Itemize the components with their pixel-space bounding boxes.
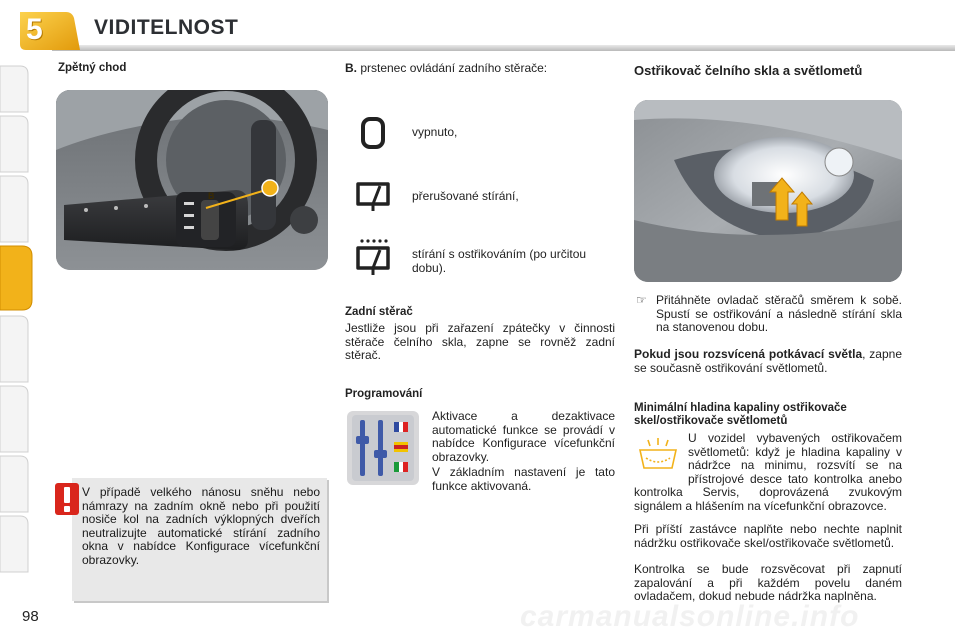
- intro: [345, 62, 547, 76]
- watermark: carmanualsonline.info: [520, 600, 860, 633]
- bullet-text: Přitáhněte ovladač stěračů směrem k sobě. Spustí se ostřikování a následně stírání skla na stanovenou dobu.: [656, 293, 902, 335]
- washer-heading: Ostřikovač čelního skla a světlometů: [634, 63, 863, 78]
- refill-text: Při příští zastávce naplňte nebo nechte naplnit nádržku ostřikovače skel/ostřikovače světlometů.: [634, 522, 902, 550]
- chapter-title: VIDITELNOST: [94, 16, 239, 39]
- low-beam-lead: Pokud jsou rozsvícená potkávací světla: [634, 347, 863, 361]
- min-level-heading: Minimální hladina kapaliny ostřikovače skel/ostřikovače světlometů: [634, 402, 847, 427]
- left-heading: Zpětný chod: [58, 62, 127, 74]
- multifunction-screen-icon: [346, 410, 420, 486]
- option-intermittent-text: přerušované stírání,: [412, 189, 519, 203]
- option-wash-text: stírání s ostřikováním (po určitou dobu).: [412, 247, 587, 275]
- low-beam-note: [634, 348, 902, 375]
- intro-label: B.: [345, 61, 357, 75]
- side-tabs: [0, 60, 34, 580]
- page-number: 98: [22, 608, 39, 625]
- headlamp-photo: [634, 100, 902, 282]
- steering-stalk-photo: [56, 90, 328, 270]
- bullet-symbol: ☞: [636, 293, 647, 307]
- chapter-number: 5: [26, 13, 43, 46]
- programming-text-1: Aktivace a dezaktivace automatické funkce se provádí v nabídce Konfigurace vícefunkční obrazovky.: [432, 409, 615, 464]
- programming-heading: Programování: [345, 388, 423, 400]
- lamp-text: Kontrolka se bude rozsvěcovat při zapnutí zapalování a při každém povelu daném ovladačem, dokud nebude nádržka naplněna.: [634, 562, 902, 604]
- min-level-text: [634, 432, 902, 514]
- min-level-text-body: U vozidel vybavených ostřikovačem světlometů: když je hladina kapaliny v nádržce na minimu, rozsvítí se na přístrojové desce tato kontrolka anebo kontrolka Servis, doprovázená zvukovým signálem a hlášením na vícefunkční obrazovce.: [634, 431, 902, 513]
- rear-wiper-wash-icon: [354, 238, 392, 278]
- rear-wiper-off-icon: [360, 116, 386, 150]
- figure-label-b: B: [208, 191, 215, 201]
- programming-text-2: V základním nastavení je tato funkce aktivovaná.: [432, 465, 615, 493]
- warning-icon: [54, 482, 80, 516]
- warning-text: V případě velkého nánosu sněhu nebo námrazy na zadním okně nebo při použití nosiče kol na zadních výklopných dveřích neutralizujte automatické stírání zadního okna v nabídce Konfigurace vícefunkční obrazovky.: [82, 485, 320, 567]
- option-off-text: vypnuto,: [412, 125, 458, 139]
- intro-text: prstenec ovládání zadního stěrače:: [357, 61, 548, 75]
- rear-wiper-heading: Zadní stěrač: [345, 306, 413, 318]
- rear-wiper-intermittent-icon: [354, 178, 392, 214]
- low-beam-rest: , zapne se současně ostřikování světlometů.: [634, 347, 902, 375]
- rear-wiper-text: Jestliže jsou při zařazení zpátečky v činnosti stěrače čelního skla, zapne se rovněž zadní stěrač.: [345, 321, 615, 363]
